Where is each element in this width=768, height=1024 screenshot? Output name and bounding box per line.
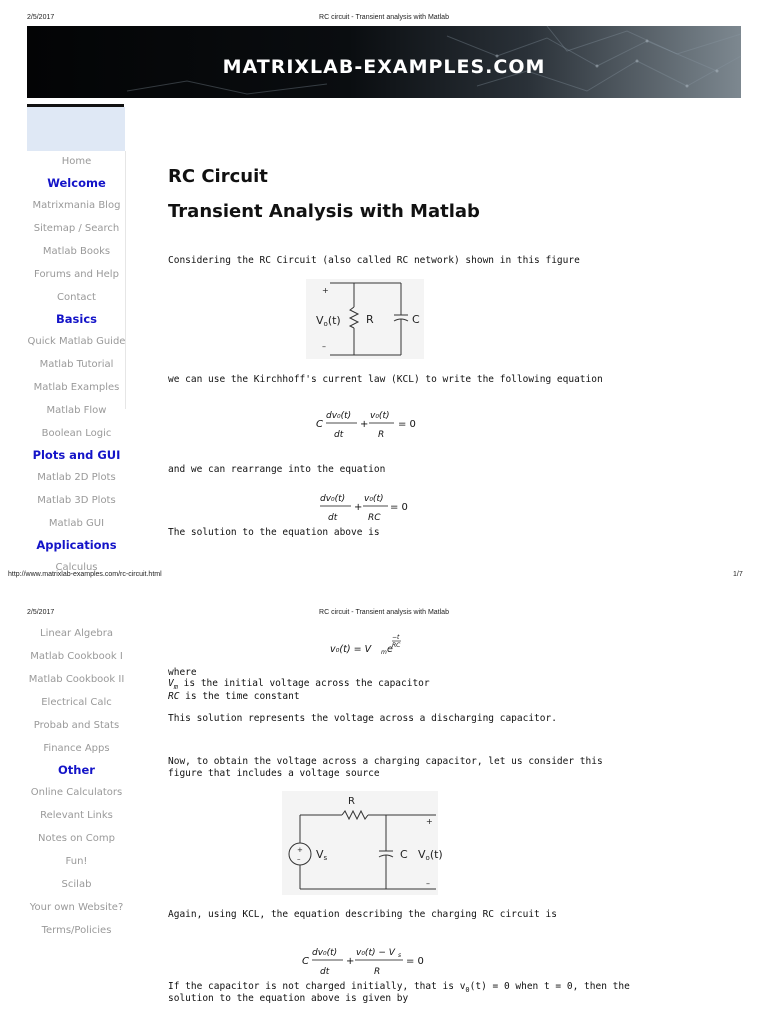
sidebar-item-scilab[interactable]: Scilab (61, 879, 92, 890)
paragraph-charging-kcl: Again, using KCL, the equation describing the charging RC circuit is (168, 909, 557, 920)
eq1-c: C (316, 419, 323, 430)
eq4-den1: dt (320, 967, 330, 977)
sidebar-item-your-own-website[interactable]: Your own Website? (29, 902, 124, 913)
footer-page-number: 1/7 (733, 571, 743, 578)
sidebar-item-sitemap-search[interactable]: Sitemap / Search (33, 223, 120, 234)
sidebar-item-matlab-flow[interactable]: Matlab Flow (46, 405, 107, 416)
circuit2-plus: + (426, 817, 433, 826)
sidebar-item-matlab-tutorial[interactable]: Matlab Tutorial (39, 359, 114, 370)
paragraph-solution: The solution to the equation above is (168, 527, 380, 538)
sidebar-item-fun[interactable]: Fun! (65, 856, 88, 867)
eq4-num1: dv₀(t) (312, 948, 338, 958)
paragraph-solution-given: solution to the equation above is given by (168, 993, 409, 1004)
eq2-den2: RC (368, 513, 381, 523)
sidebar-item-forums-and-help[interactable]: Forums and Help (34, 269, 119, 280)
sidebar-item-electrical-calc[interactable]: Electrical Calc (41, 697, 112, 708)
print-date: 2/5/2017 (27, 14, 55, 21)
sidebar-item-home[interactable]: Home (61, 156, 92, 167)
circuit2-c-label: C (400, 848, 408, 861)
sidebar-item-online-calculators[interactable]: Online Calculators (30, 787, 123, 798)
circuit1-minus: – (322, 342, 326, 351)
paragraph-where: where (168, 667, 197, 678)
circuit1-r-label: R (366, 313, 374, 326)
page-title-transient: Transient Analysis with Matlab (168, 201, 480, 222)
eq2-den1: dt (328, 513, 338, 523)
sidebar-item-matlab-3d-plots[interactable]: Matlab 3D Plots (37, 495, 116, 506)
equation-discharge-solution (328, 632, 418, 658)
equation-charging (300, 944, 430, 978)
paragraph-initial-condition: If the capacitor is not charged initially, that is $v_0(t) = 0$ when t = 0, then the (168, 981, 630, 994)
paragraph-charging-a: Now, to obtain the voltage across a charging capacitor, let us consider this (168, 756, 603, 767)
circuit2-r-label: R (348, 796, 355, 807)
eq4-num2: v₀(t) − V (356, 948, 395, 958)
circuit2-source-minus: – (297, 855, 301, 863)
sidebar-item-probab-and-stats[interactable]: Probab and Stats (33, 720, 120, 731)
equation-kcl (314, 407, 424, 441)
print-title: RC circuit - Transient analysis with Matlab (319, 14, 449, 21)
eq1-den2: R (378, 430, 385, 440)
eq1-num2: v₀(t) (370, 411, 390, 421)
circuit2-vo-label: Vo(t) (418, 848, 443, 862)
sidebar-section-welcome: Welcome (47, 176, 106, 190)
sidebar-item-calculus[interactable]: Calculus (55, 562, 98, 573)
sidebar-section-plots-and-gui: Plots and GUI (32, 448, 121, 462)
sidebar-item-matlab-cookbook-ii[interactable]: Matlab Cookbook II (28, 674, 125, 685)
eq4-rhs: = 0 (406, 956, 424, 967)
paragraph-charging-b: figure that includes a voltage source (168, 768, 380, 779)
eq2-num2: v₀(t) (364, 494, 384, 504)
circuit1-vo-label: Vo(t) (316, 314, 341, 328)
sidebar-item-relevant-links[interactable]: Relevant Links (40, 810, 113, 821)
eq1-rhs: = 0 (398, 419, 416, 430)
rc-charging-circuit-diagram (282, 791, 443, 895)
sidebar-item-finance-apps[interactable]: Finance Apps (43, 743, 110, 754)
page-title-rc-circuit: RC Circuit (168, 166, 268, 187)
eq4-plus: + (346, 956, 355, 967)
sidebar-nav-page1 (27, 150, 126, 579)
eq2-num1: dv₀(t) (320, 494, 346, 504)
sidebar-section-basics: Basics (56, 312, 97, 326)
site-banner[interactable] (27, 26, 741, 98)
eq1-num1: dv₀(t) (326, 411, 352, 421)
eq4-den2: R (374, 967, 381, 977)
paragraph-kcl: we can use the Kirchhoff's current law (KCL) to write the following equation (168, 374, 603, 385)
eq2-plus: + (354, 502, 363, 513)
eq3-exp-num: −t (392, 634, 400, 641)
eq3-e: e (387, 644, 393, 655)
sidebar-item-contact[interactable]: Contact (57, 292, 96, 303)
rc-circuit-diagram (306, 279, 424, 359)
paragraph-discharging: This solution represents the voltage across a discharging capacitor. (168, 713, 557, 724)
paragraph-rearrange: and we can rearrange into the equation (168, 464, 386, 475)
sidebar-item-quick-matlab-guide[interactable]: Quick Matlab Guide (27, 336, 126, 347)
sidebar-section-other: Other (58, 763, 95, 777)
circuit2-vs-label: Vs (316, 848, 328, 862)
eq1-plus: + (360, 419, 369, 430)
sidebar-item-matlab-gui[interactable]: Matlab GUI (48, 518, 105, 529)
paragraph-vm-definition: $V_m$ is the initial voltage across the capacitor (168, 678, 430, 691)
eq3-lhs: v₀(t) = V (330, 644, 372, 655)
sidebar-item-matrixmania-blog[interactable]: Matrixmania Blog (32, 200, 121, 211)
eq4-num2-sub: s (398, 952, 402, 959)
equation-rearranged (318, 490, 414, 524)
sidebar-section-applications: Applications (36, 538, 117, 552)
print-date-page2: 2/5/2017 (27, 609, 55, 616)
sidebar-item-matlab-examples[interactable]: Matlab Examples (33, 382, 120, 393)
print-title-page2: RC circuit - Transient analysis with Matlab (319, 609, 449, 616)
eq4-c: C (302, 956, 309, 967)
footer-url[interactable]: http://www.matrixlab-examples.com/rc-circuit.html (8, 571, 162, 578)
eq3-exp-den: RC (392, 642, 401, 649)
sidebar-nav-page2 (27, 622, 126, 942)
sidebar-item-notes-on-comp[interactable]: Notes on Comp (38, 833, 115, 844)
sidebar-item-terms-policies[interactable]: Terms/Policies (41, 925, 112, 936)
paragraph-intro: Considering the RC Circuit (also called RC network) shown in this figure (168, 255, 580, 266)
circuit2-source-plus: + (297, 846, 303, 854)
sidebar-item-matlab-cookbook-i[interactable]: Matlab Cookbook I (30, 651, 123, 662)
banner-title: MATRIXLAB-EXAMPLES.COM (222, 56, 546, 78)
sidebar-item-boolean-logic[interactable]: Boolean Logic (41, 428, 112, 439)
sidebar-item-matlab-books[interactable]: Matlab Books (42, 246, 111, 257)
eq1-den1: dt (334, 430, 344, 440)
sidebar-header-box (27, 107, 125, 151)
sidebar-item-matlab-2d-plots[interactable]: Matlab 2D Plots (37, 472, 116, 483)
circuit2-minus: – (426, 879, 430, 888)
circuit1-c-label: C (412, 313, 420, 326)
sidebar-item-linear-algebra[interactable]: Linear Algebra (40, 628, 113, 639)
eq3-sub: m (381, 649, 387, 656)
eq2-rhs: = 0 (390, 502, 408, 513)
circuit1-plus: + (322, 286, 329, 295)
paragraph-rc-definition: RC is the time constant (168, 691, 300, 702)
